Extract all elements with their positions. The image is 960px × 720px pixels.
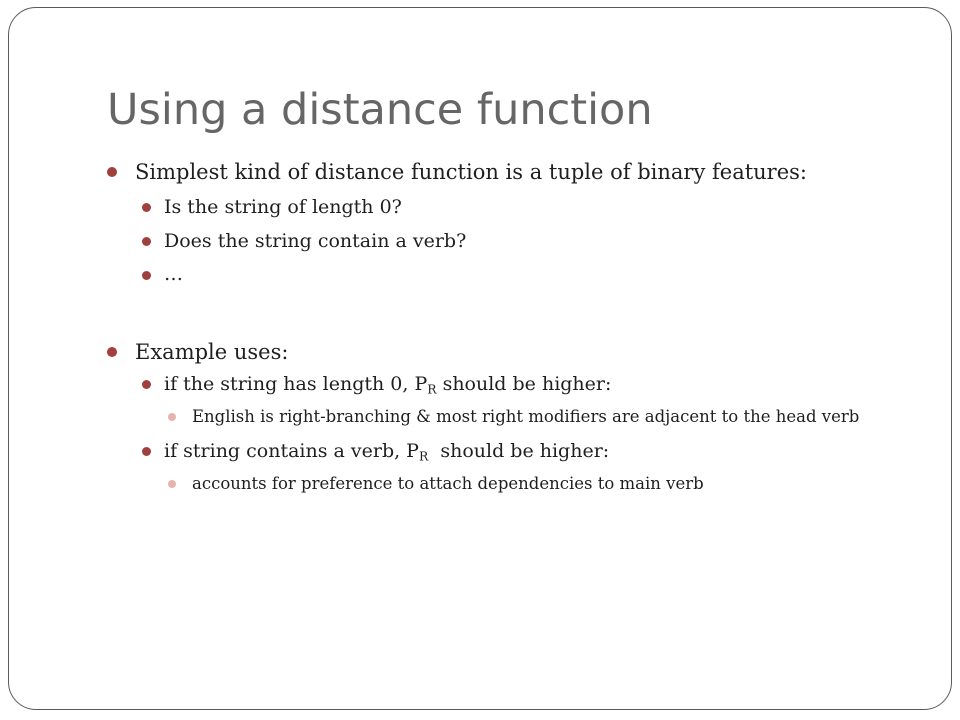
bullet-text: Example uses:	[135, 340, 289, 364]
bullet-level2	[142, 271, 151, 280]
text-segment: if string contains a verb, P	[164, 440, 419, 462]
text-segment: if the string has length 0, P	[164, 373, 428, 395]
bullet-text: Is the string of length 0?	[164, 196, 402, 218]
subscript: R	[418, 449, 429, 464]
bullet-level1	[107, 347, 117, 357]
bullet-text: Simplest kind of distance function is a tuple of binary features:	[135, 160, 807, 184]
slide-title: Using a distance function	[107, 85, 653, 135]
bullet-text: Does the string contain a verb?	[164, 230, 467, 252]
bullet-text	[164, 438, 609, 464]
text-segment: should be higher:	[428, 440, 610, 462]
text-segment: should be higher:	[436, 373, 612, 395]
bullet-level3	[168, 413, 176, 421]
bullet-level2	[142, 380, 151, 389]
bullet-text: …	[164, 263, 183, 285]
bullet-text: accounts for preference to attach dependencies to main verb	[192, 474, 704, 493]
bullet-text: English is right-branching & most right modifiers are adjacent to the head verb	[192, 407, 860, 426]
bullet-level2	[142, 203, 151, 212]
bullet-level2	[142, 237, 151, 246]
subscript: R	[427, 382, 437, 397]
bullet-text	[164, 371, 611, 397]
bullet-level3	[168, 480, 176, 488]
bullet-level2	[142, 447, 151, 456]
bullet-level1	[107, 167, 117, 177]
